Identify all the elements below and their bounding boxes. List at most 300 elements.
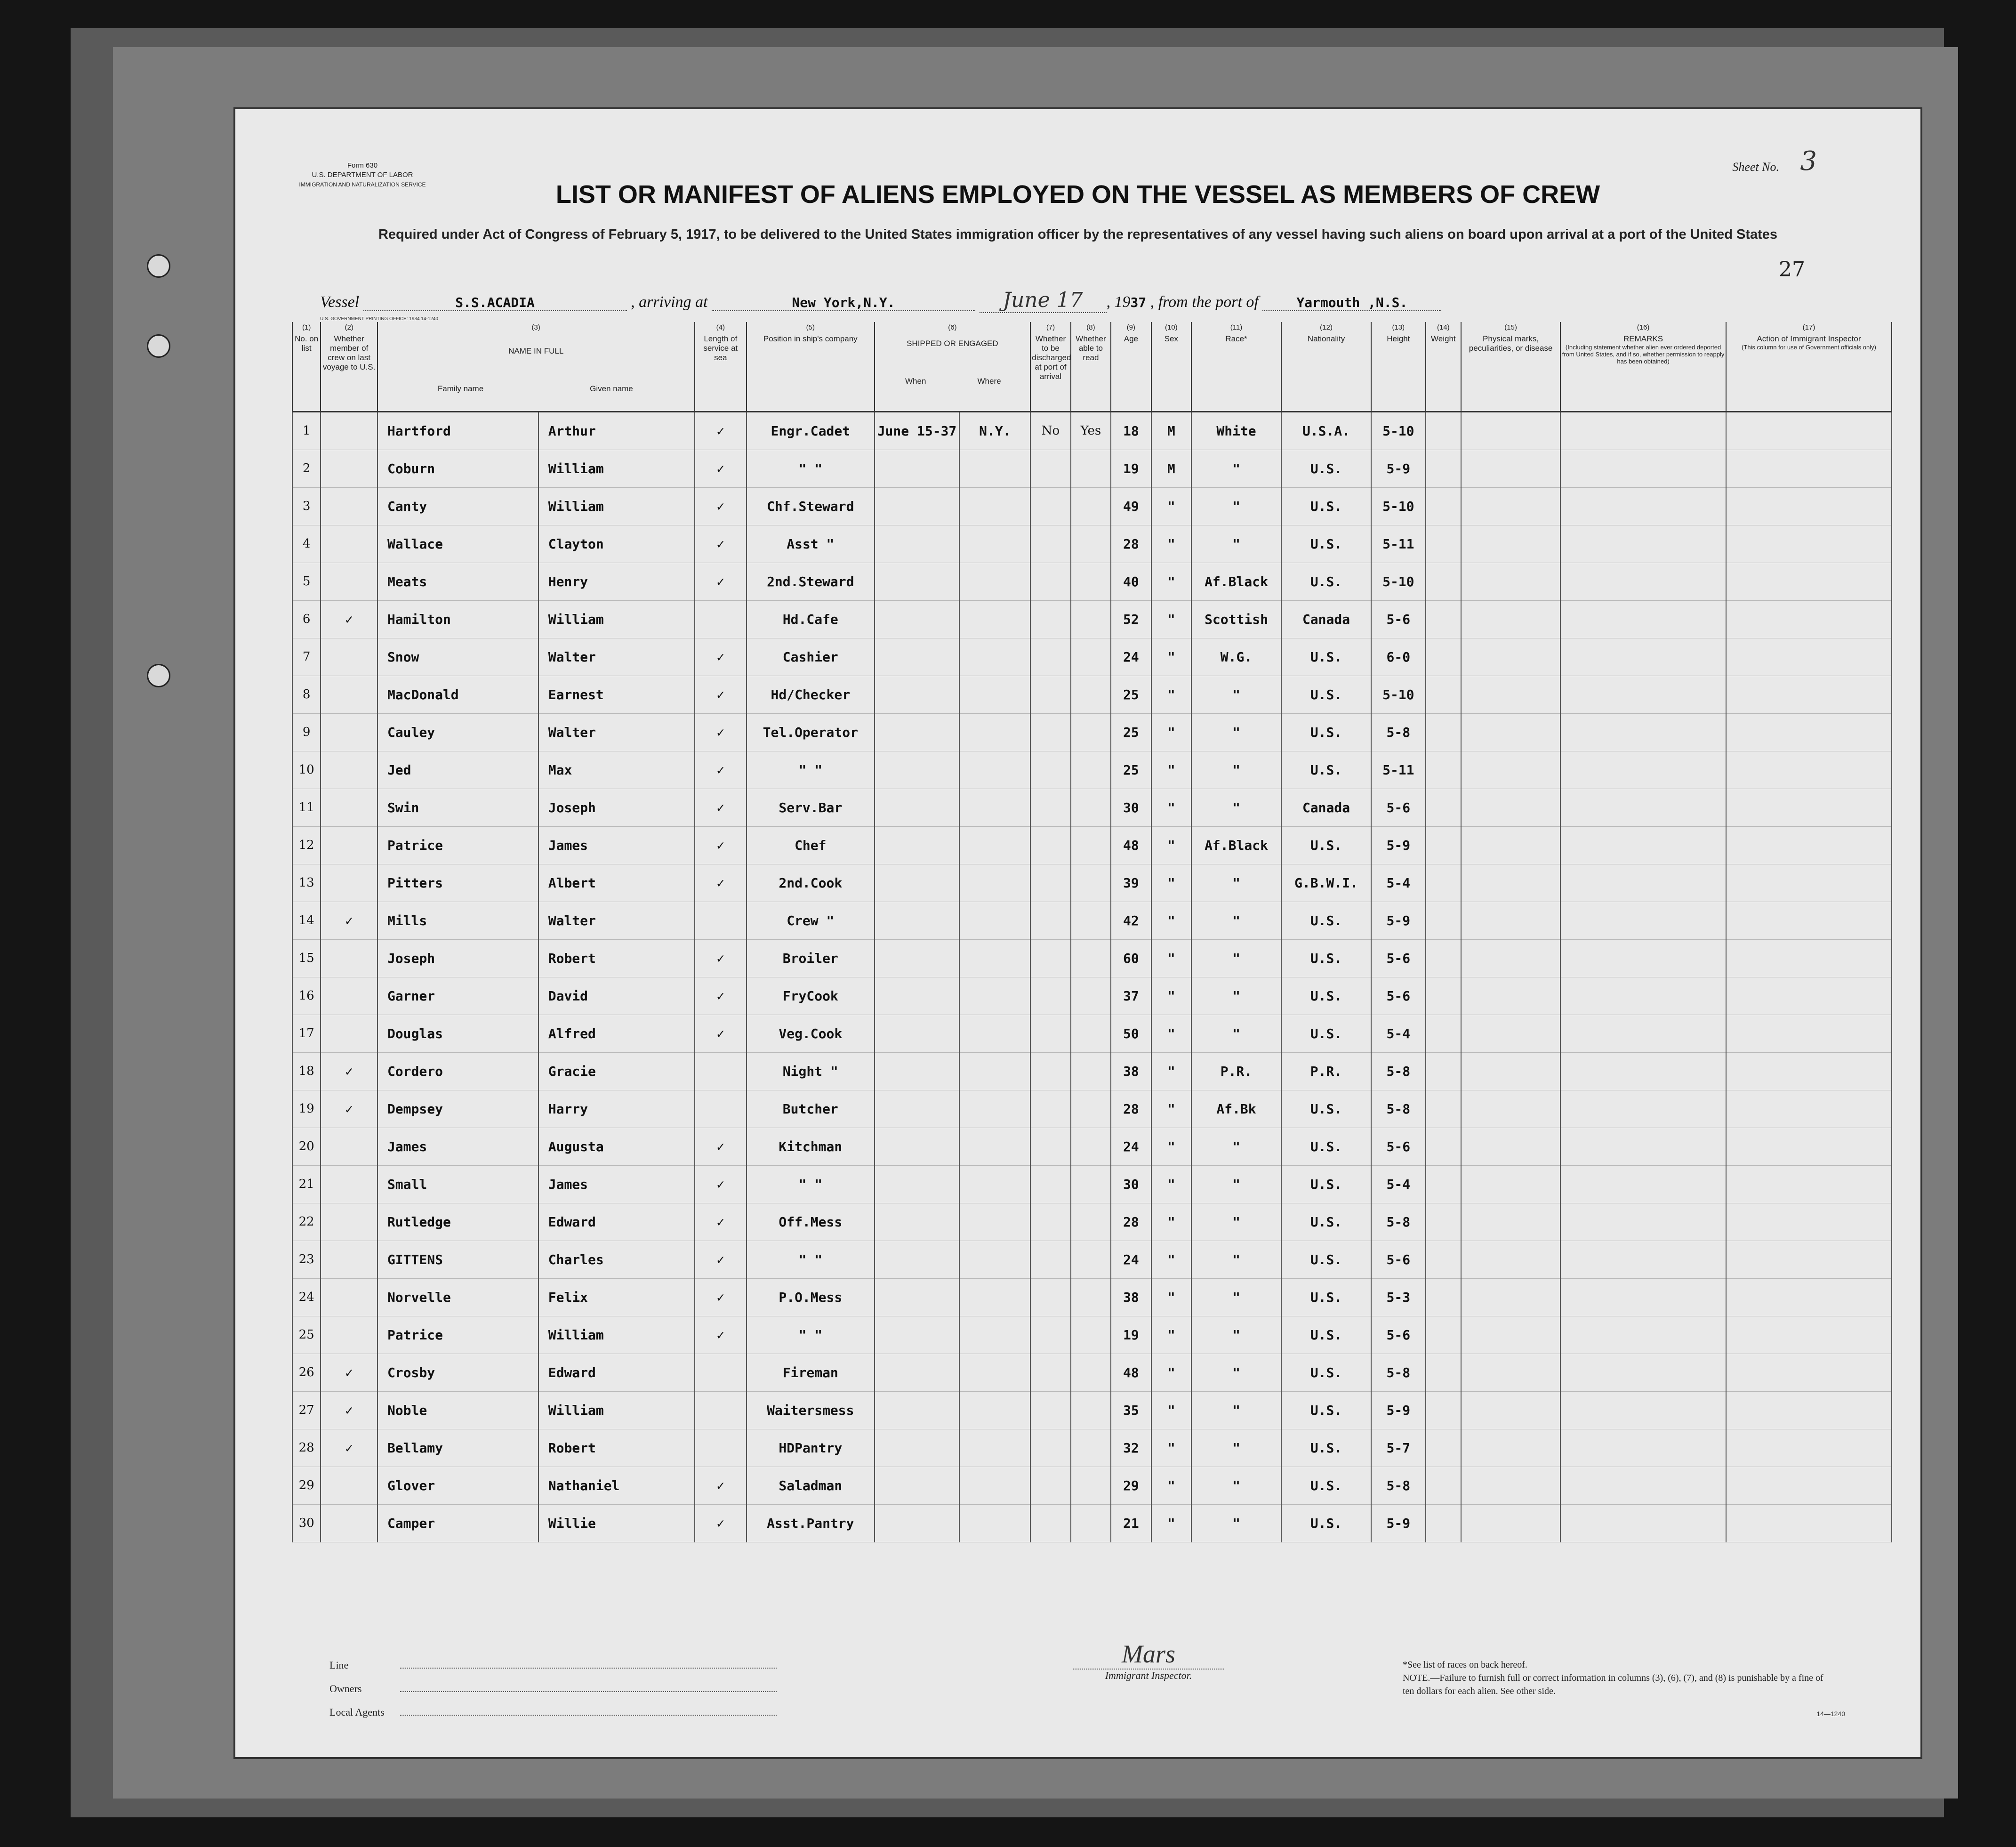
remarks-cell: [1560, 487, 1726, 525]
shipped-where-cell: [959, 902, 1030, 939]
race-cell: ": [1191, 1429, 1281, 1467]
row-number-cell: 8: [292, 676, 321, 713]
row-number-cell: 26: [292, 1354, 321, 1391]
height-cell: 5-4: [1371, 1165, 1426, 1203]
able-to-read-cell: [1071, 713, 1111, 751]
table-row: [292, 751, 1892, 789]
age-cell: 28: [1111, 525, 1151, 563]
weight-cell: [1426, 1316, 1461, 1354]
length-of-service-cell: ✓: [695, 1241, 747, 1278]
weight-cell: [1426, 864, 1461, 902]
crew-last-voyage-cell: ✓: [321, 1391, 377, 1429]
crew-last-voyage-cell: [321, 1015, 377, 1052]
given-name-cell: Max: [538, 751, 695, 789]
sex-cell: ": [1151, 789, 1191, 826]
nationality-cell: U.S.: [1281, 977, 1371, 1015]
inspector-action-cell: [1726, 1467, 1892, 1504]
crew-last-voyage-cell: [321, 789, 377, 826]
given-name-cell: Edward: [538, 1354, 695, 1391]
crew-last-voyage-cell: [321, 487, 377, 525]
col-header-10: (10) Sex: [1151, 322, 1191, 411]
nationality-cell: U.S.: [1281, 1467, 1371, 1504]
physical-marks-cell: [1461, 1165, 1560, 1203]
given-name-cell: Robert: [538, 939, 695, 977]
table-row: [292, 713, 1892, 751]
sheet-number-value: 3: [1800, 146, 1817, 177]
height-cell: 5-6: [1371, 1316, 1426, 1354]
given-name-cell: William: [538, 1316, 695, 1354]
position-cell: Off.Mess: [747, 1203, 874, 1241]
table-row: [292, 1128, 1892, 1165]
nationality-cell: U.S.: [1281, 751, 1371, 789]
shipped-where-cell: [959, 1090, 1030, 1128]
race-cell: ": [1191, 751, 1281, 789]
agents-label: Local Agents: [329, 1706, 385, 1718]
able-to-read-cell: [1071, 864, 1111, 902]
family-name-cell: James: [377, 1128, 538, 1165]
row-number-cell: 14: [292, 902, 321, 939]
shipped-when-cell: [875, 864, 960, 902]
family-name-cell: Hamilton: [377, 600, 538, 638]
given-name-cell: Augusta: [538, 1128, 695, 1165]
row-number-cell: 9: [292, 713, 321, 751]
table-row: [292, 487, 1892, 525]
shipped-where-cell: [959, 1316, 1030, 1354]
given-name-cell: Willie: [538, 1504, 695, 1542]
given-name-cell: Walter: [538, 638, 695, 676]
age-cell: 49: [1111, 487, 1151, 525]
table-row: [292, 1052, 1892, 1090]
height-cell: 5-8: [1371, 713, 1426, 751]
inspector-action-cell: [1726, 751, 1892, 789]
family-name-cell: Douglas: [377, 1015, 538, 1052]
crew-last-voyage-cell: [321, 713, 377, 751]
nationality-cell: U.S.: [1281, 563, 1371, 600]
age-cell: 24: [1111, 1241, 1151, 1278]
crew-last-voyage-cell: [321, 1241, 377, 1278]
remarks-cell: [1560, 1203, 1726, 1241]
height-cell: 5-4: [1371, 1015, 1426, 1052]
physical-marks-cell: [1461, 1467, 1560, 1504]
sex-cell: ": [1151, 1504, 1191, 1542]
remarks-cell: [1560, 563, 1726, 600]
weight-cell: [1426, 487, 1461, 525]
discharged-cell: [1030, 638, 1070, 676]
able-to-read-cell: [1071, 1128, 1111, 1165]
family-name-cell: MacDonald: [377, 676, 538, 713]
physical-marks-cell: [1461, 977, 1560, 1015]
weight-cell: [1426, 1354, 1461, 1391]
shipped-where-cell: [959, 1241, 1030, 1278]
shipped-where-cell: [959, 525, 1030, 563]
discharged-cell: [1030, 1504, 1070, 1542]
family-name-cell: Mills: [377, 902, 538, 939]
weight-cell: [1426, 411, 1461, 450]
remarks-cell: [1560, 676, 1726, 713]
weight-cell: [1426, 1429, 1461, 1467]
shipped-when-cell: [875, 1467, 960, 1504]
weight-cell: [1426, 1015, 1461, 1052]
row-number-cell: 5: [292, 563, 321, 600]
crew-last-voyage-cell: ✓: [321, 1052, 377, 1090]
able-to-read-cell: [1071, 563, 1111, 600]
family-name-cell: Patrice: [377, 1316, 538, 1354]
inspector-action-cell: [1726, 713, 1892, 751]
weight-cell: [1426, 1391, 1461, 1429]
physical-marks-cell: [1461, 1015, 1560, 1052]
inspector-action-cell: [1726, 1316, 1892, 1354]
col-header-6: (6) SHIPPED OR ENGAGED When Where: [875, 322, 1031, 411]
height-cell: 5-6: [1371, 1128, 1426, 1165]
length-of-service-cell: ✓: [695, 1015, 747, 1052]
position-cell: Chf.Steward: [747, 487, 874, 525]
row-number-cell: 18: [292, 1052, 321, 1090]
arriving-label: , arriving at: [631, 293, 708, 311]
family-name-cell: Meats: [377, 563, 538, 600]
length-of-service-cell: [695, 902, 747, 939]
remarks-cell: [1560, 600, 1726, 638]
inspector-block: [1073, 1639, 1224, 1682]
binder-hole: [147, 334, 170, 358]
shipped-when-cell: [875, 1278, 960, 1316]
inspector-action-cell: [1726, 1203, 1892, 1241]
shipped-when-cell: [875, 1052, 960, 1090]
nationality-cell: U.S.: [1281, 1128, 1371, 1165]
given-name-cell: Charles: [538, 1241, 695, 1278]
age-cell: 25: [1111, 713, 1151, 751]
col-header-7: (7) Whether to be discharged at port of arrival: [1030, 322, 1070, 411]
shipped-when-cell: [875, 1429, 960, 1467]
able-to-read-cell: [1071, 600, 1111, 638]
inspector-action-cell: [1726, 1090, 1892, 1128]
able-to-read-cell: [1071, 751, 1111, 789]
weight-cell: [1426, 939, 1461, 977]
nationality-cell: Canada: [1281, 789, 1371, 826]
family-name-cell: Wallace: [377, 525, 538, 563]
position-cell: Saladman: [747, 1467, 874, 1504]
sex-cell: ": [1151, 1165, 1191, 1203]
discharged-cell: [1030, 676, 1070, 713]
crew-last-voyage-cell: ✓: [321, 600, 377, 638]
crew-last-voyage-cell: [321, 638, 377, 676]
table-row: [292, 1354, 1892, 1391]
row-number-cell: 20: [292, 1128, 321, 1165]
sex-cell: ": [1151, 1429, 1191, 1467]
col-header-16: (16) REMARKS (Including statement whether alien ever ordered deported from United States, and if so, whether permission to reapply has been obtained): [1560, 322, 1726, 411]
crew-last-voyage-cell: [321, 1316, 377, 1354]
table-row: [292, 1467, 1892, 1504]
physical-marks-cell: [1461, 826, 1560, 864]
races-note: *See list of races on back hereof.: [1403, 1660, 1527, 1670]
inspector-action-cell: [1726, 789, 1892, 826]
row-number-cell: 4: [292, 525, 321, 563]
shipped-where-cell: [959, 1015, 1030, 1052]
col-header-12: (12) Nationality: [1281, 322, 1371, 411]
age-cell: 29: [1111, 1467, 1151, 1504]
arrival-year: 37: [1130, 295, 1147, 310]
crew-last-voyage-cell: [321, 525, 377, 563]
shipped-where-cell: [959, 638, 1030, 676]
race-cell: P.R.: [1191, 1052, 1281, 1090]
able-to-read-cell: [1071, 1391, 1111, 1429]
sex-cell: ": [1151, 977, 1191, 1015]
able-to-read-cell: Yes: [1071, 411, 1111, 450]
nationality-cell: U.S.: [1281, 450, 1371, 487]
inspector-action-cell: [1726, 1354, 1892, 1391]
length-of-service-cell: ✓: [695, 676, 747, 713]
weight-cell: [1426, 826, 1461, 864]
position-cell: " ": [747, 1241, 874, 1278]
crew-last-voyage-cell: ✓: [321, 1429, 377, 1467]
discharged-cell: [1030, 487, 1070, 525]
family-name-cell: Crosby: [377, 1354, 538, 1391]
race-cell: ": [1191, 1165, 1281, 1203]
length-of-service-cell: ✓: [695, 1128, 747, 1165]
discharged-cell: [1030, 1090, 1070, 1128]
table-row: [292, 450, 1892, 487]
shipped-when-cell: [875, 902, 960, 939]
able-to-read-cell: [1071, 1429, 1111, 1467]
length-of-service-cell: [695, 1429, 747, 1467]
discharged-cell: [1030, 902, 1070, 939]
height-cell: 5-6: [1371, 789, 1426, 826]
table-row: [292, 826, 1892, 864]
position-cell: HDPantry: [747, 1429, 874, 1467]
shipped-when-cell: [875, 450, 960, 487]
sex-cell: ": [1151, 1391, 1191, 1429]
sheet-number-label: Sheet No.: [1732, 160, 1779, 174]
family-name-cell: Jed: [377, 751, 538, 789]
row-number-cell: 6: [292, 600, 321, 638]
row-number-cell: 21: [292, 1165, 321, 1203]
age-cell: 28: [1111, 1090, 1151, 1128]
age-cell: 19: [1111, 1316, 1151, 1354]
nationality-cell: U.S.: [1281, 1429, 1371, 1467]
discharged-cell: [1030, 751, 1070, 789]
length-of-service-cell: ✓: [695, 977, 747, 1015]
race-cell: White: [1191, 411, 1281, 450]
col-header-17: (17) Action of Immigrant Inspector (This column for use of Government officials only): [1726, 322, 1892, 411]
table-header-row: [292, 322, 1892, 411]
table-row: [292, 1241, 1892, 1278]
length-of-service-cell: ✓: [695, 487, 747, 525]
sex-cell: ": [1151, 864, 1191, 902]
weight-cell: [1426, 1241, 1461, 1278]
position-cell: Chef: [747, 826, 874, 864]
given-name-cell: Edward: [538, 1203, 695, 1241]
able-to-read-cell: [1071, 1203, 1111, 1241]
shipped-where-cell: [959, 939, 1030, 977]
height-cell: 5-3: [1371, 1278, 1426, 1316]
binder-hole: [147, 254, 170, 278]
sex-cell: ": [1151, 1128, 1191, 1165]
discharged-cell: [1030, 1052, 1070, 1090]
shipped-when-cell: [875, 1165, 960, 1203]
able-to-read-cell: [1071, 1467, 1111, 1504]
height-cell: 5-6: [1371, 600, 1426, 638]
length-of-service-cell: ✓: [695, 1316, 747, 1354]
position-cell: Serv.Bar: [747, 789, 874, 826]
row-number-cell: 11: [292, 789, 321, 826]
weight-cell: [1426, 676, 1461, 713]
footer-fields: [329, 1653, 777, 1724]
remarks-cell: [1560, 525, 1726, 563]
row-number-cell: 13: [292, 864, 321, 902]
remarks-cell: [1560, 789, 1726, 826]
physical-marks-cell: [1461, 1090, 1560, 1128]
nationality-cell: U.S.: [1281, 638, 1371, 676]
remarks-cell: [1560, 1467, 1726, 1504]
position-cell: FryCook: [747, 977, 874, 1015]
race-cell: ": [1191, 1203, 1281, 1241]
nationality-cell: U.S.: [1281, 676, 1371, 713]
shipped-where-cell: [959, 1467, 1030, 1504]
crew-last-voyage-cell: ✓: [321, 902, 377, 939]
length-of-service-cell: ✓: [695, 826, 747, 864]
shipped-when-cell: [875, 939, 960, 977]
length-of-service-cell: ✓: [695, 1467, 747, 1504]
sex-cell: ": [1151, 1015, 1191, 1052]
given-name-cell: Earnest: [538, 676, 695, 713]
shipped-when-cell: [875, 789, 960, 826]
length-of-service-cell: ✓: [695, 864, 747, 902]
crew-last-voyage-cell: [321, 1467, 377, 1504]
agents-field: [400, 1715, 777, 1716]
remarks-cell: [1560, 751, 1726, 789]
physical-marks-cell: [1461, 638, 1560, 676]
shipped-where-cell: [959, 676, 1030, 713]
shipped-when-cell: [875, 713, 960, 751]
shipped-when-cell: [875, 600, 960, 638]
height-cell: 5-7: [1371, 1429, 1426, 1467]
physical-marks-cell: [1461, 1504, 1560, 1542]
length-of-service-cell: ✓: [695, 563, 747, 600]
weight-cell: [1426, 450, 1461, 487]
race-cell: ": [1191, 525, 1281, 563]
crew-last-voyage-cell: [321, 1165, 377, 1203]
crew-last-voyage-cell: [321, 864, 377, 902]
inspector-action-cell: [1726, 1128, 1892, 1165]
inspector-action-cell: [1726, 864, 1892, 902]
remarks-cell: [1560, 1504, 1726, 1542]
inspector-action-cell: [1726, 902, 1892, 939]
race-cell: ": [1191, 1354, 1281, 1391]
remarks-cell: [1560, 1241, 1726, 1278]
line-field: [400, 1668, 777, 1669]
age-cell: 38: [1111, 1052, 1151, 1090]
length-of-service-cell: ✓: [695, 450, 747, 487]
shipped-where-cell: [959, 1052, 1030, 1090]
sex-cell: ": [1151, 1241, 1191, 1278]
shipped-when-cell: [875, 638, 960, 676]
sex-cell: ": [1151, 826, 1191, 864]
shipped-when-cell: [875, 1090, 960, 1128]
sex-cell: ": [1151, 1316, 1191, 1354]
position-cell: Crew ": [747, 902, 874, 939]
position-cell: Tel.Operator: [747, 713, 874, 751]
sex-cell: ": [1151, 525, 1191, 563]
shipped-when-cell: [875, 563, 960, 600]
remarks-cell: [1560, 1429, 1726, 1467]
age-cell: 28: [1111, 1203, 1151, 1241]
height-cell: 5-6: [1371, 977, 1426, 1015]
family-name-cell: Dempsey: [377, 1090, 538, 1128]
position-cell: P.O.Mess: [747, 1278, 874, 1316]
service-name: IMMIGRATION AND NATURALIZATION SERVICE: [299, 181, 426, 188]
discharged-cell: [1030, 789, 1070, 826]
weight-cell: [1426, 713, 1461, 751]
race-cell: ": [1191, 450, 1281, 487]
age-cell: 42: [1111, 902, 1151, 939]
given-name-cell: William: [538, 450, 695, 487]
race-cell: ": [1191, 676, 1281, 713]
weight-cell: [1426, 600, 1461, 638]
length-of-service-cell: [695, 1354, 747, 1391]
remarks-cell: [1560, 939, 1726, 977]
given-name-cell: David: [538, 977, 695, 1015]
remarks-cell: [1560, 1052, 1726, 1090]
age-cell: 19: [1111, 450, 1151, 487]
height-cell: 5-10: [1371, 676, 1426, 713]
col-header-8: (8) Whether able to read: [1071, 322, 1111, 411]
nationality-cell: P.R.: [1281, 1052, 1371, 1090]
shipped-where-cell: N.Y.: [959, 411, 1030, 450]
able-to-read-cell: [1071, 1052, 1111, 1090]
remarks-cell: [1560, 1316, 1726, 1354]
age-cell: 30: [1111, 1165, 1151, 1203]
row-number-cell: 19: [292, 1090, 321, 1128]
able-to-read-cell: [1071, 1504, 1111, 1542]
height-cell: 5-6: [1371, 939, 1426, 977]
inspector-action-cell: [1726, 525, 1892, 563]
nationality-cell: U.S.: [1281, 1015, 1371, 1052]
discharged-cell: [1030, 1015, 1070, 1052]
sex-cell: M: [1151, 450, 1191, 487]
able-to-read-cell: [1071, 1090, 1111, 1128]
race-cell: Af.Black: [1191, 826, 1281, 864]
height-cell: 5-8: [1371, 1354, 1426, 1391]
inspector-action-cell: [1726, 563, 1892, 600]
shipped-when-cell: [875, 826, 960, 864]
table-body: [292, 411, 1892, 1542]
given-name-cell: James: [538, 1165, 695, 1203]
inspector-action-cell: [1726, 1241, 1892, 1278]
physical-marks-cell: [1461, 789, 1560, 826]
weight-cell: [1426, 1504, 1461, 1542]
physical-marks-cell: [1461, 525, 1560, 563]
discharged-cell: [1030, 1241, 1070, 1278]
inspector-action-cell: [1726, 1015, 1892, 1052]
sex-cell: ": [1151, 676, 1191, 713]
height-cell: 5-6: [1371, 1241, 1426, 1278]
weight-cell: [1426, 525, 1461, 563]
length-of-service-cell: ✓: [695, 638, 747, 676]
age-cell: 48: [1111, 826, 1151, 864]
discharged-cell: [1030, 1391, 1070, 1429]
given-name-cell: Albert: [538, 864, 695, 902]
length-of-service-cell: ✓: [695, 411, 747, 450]
inspector-action-cell: [1726, 600, 1892, 638]
given-name-cell: James: [538, 826, 695, 864]
height-cell: 5-8: [1371, 1090, 1426, 1128]
remarks-cell: [1560, 1128, 1726, 1165]
table-row: [292, 638, 1892, 676]
family-name-cell: Camper: [377, 1504, 538, 1542]
physical-marks-cell: [1461, 1203, 1560, 1241]
shipped-where-cell: [959, 487, 1030, 525]
inspector-signature: Mars: [1073, 1639, 1224, 1670]
row-number-cell: 28: [292, 1429, 321, 1467]
